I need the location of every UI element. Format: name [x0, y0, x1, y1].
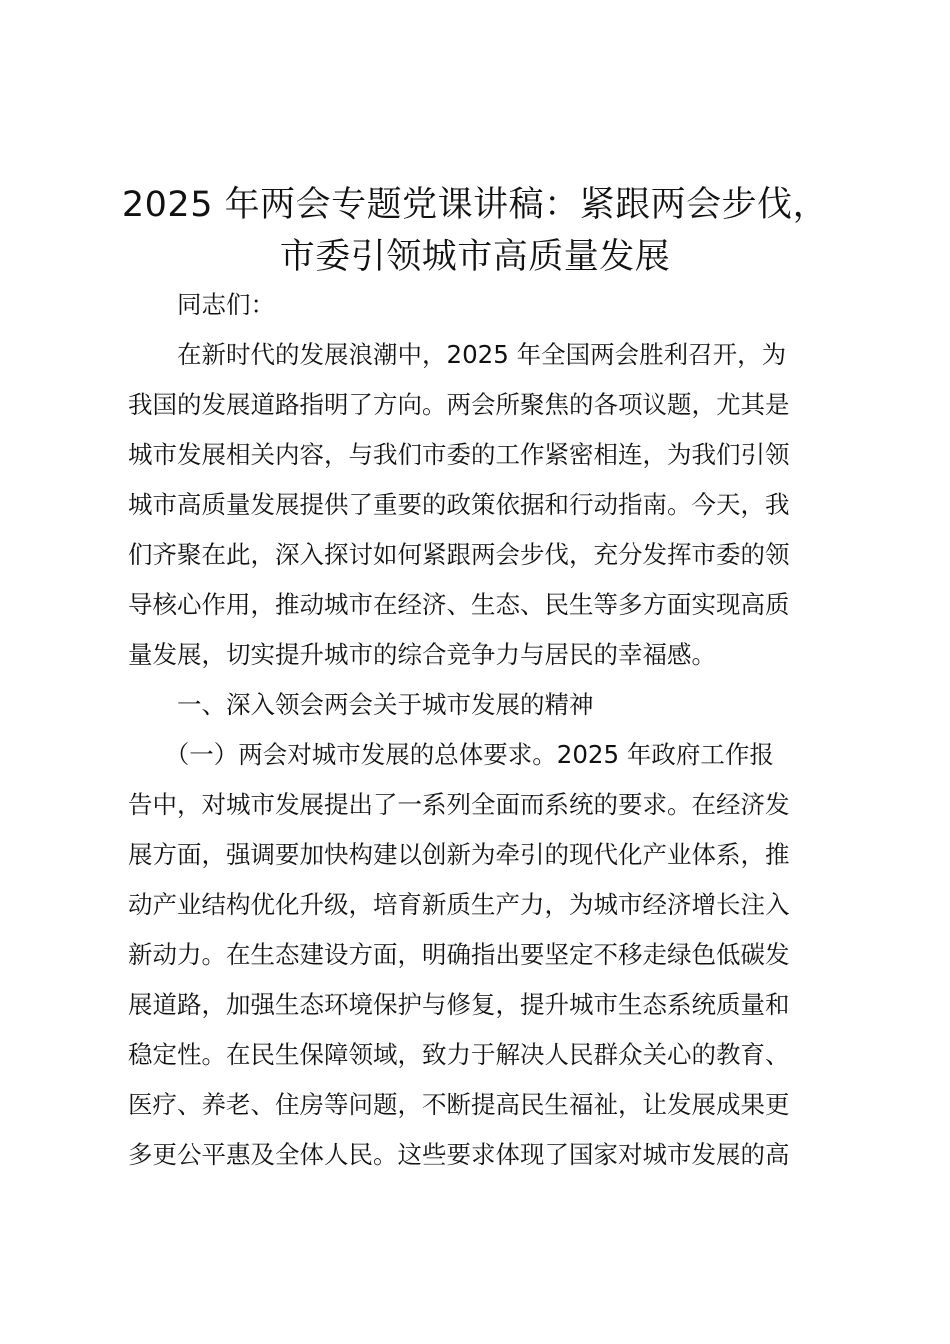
text-line: 展道路，加强生态环境保护与修复，提升城市生态系统质量和	[128, 990, 790, 1019]
text-line: 展方面，强调要加快构建以创新为牵引的现代化产业体系，推	[128, 840, 790, 869]
text-line: 新动力。在生态建设方面，明确指出要坚定不移走绿色低碳发	[128, 940, 790, 969]
text-line: （一）两会对城市发展的总体要求。2025 年政府工作报	[128, 740, 774, 769]
document-title-line-1: 2025 年两会专题党课讲稿：紧跟两会步伐，	[121, 185, 829, 225]
text-line: 城市高质量发展提供了重要的政策依据和行动指南。今天，我	[128, 490, 790, 519]
text-line: 稳定性。在民生保障领域，致力于解决人民群众关心的教育、	[128, 1040, 790, 1069]
text-line: 城市发展相关内容，与我们市委的工作紧密相连，为我们引领	[128, 440, 790, 469]
text-line: 我国的发展道路指明了方向。两会所聚焦的各项议题，尤其是	[128, 390, 790, 419]
document-title-line-2: 市委引领城市高质量发展	[279, 237, 671, 277]
text-line: 导核心作用，推动城市在经济、生态、民生等多方面实现高质	[128, 590, 790, 619]
section-heading: 一、深入领会两会关于城市发展的精神	[128, 690, 594, 719]
text-line: 量发展，切实提升城市的综合竞争力与居民的幸福感。	[128, 640, 716, 669]
text-line: 医疗、养老、住房等问题，不断提高民生福祉，让发展成果更	[128, 1090, 790, 1119]
text-line: 们齐聚在此，深入探讨如何紧跟两会步伐，充分发挥市委的领	[128, 540, 790, 569]
text-line: 多更公平惠及全体人民。这些要求体现了国家对城市发展的高	[128, 1140, 790, 1169]
text-line: 同志们：	[128, 290, 275, 319]
text-line: 告中，对城市发展提出了一系列全面而系统的要求。在经济发	[128, 790, 790, 819]
text-line: 在新时代的发展浪潮中，2025 年全国两会胜利召开，为	[128, 340, 787, 369]
text-line: 动产业结构优化升级，培育新质生产力，为城市经济增长注入	[128, 890, 790, 919]
